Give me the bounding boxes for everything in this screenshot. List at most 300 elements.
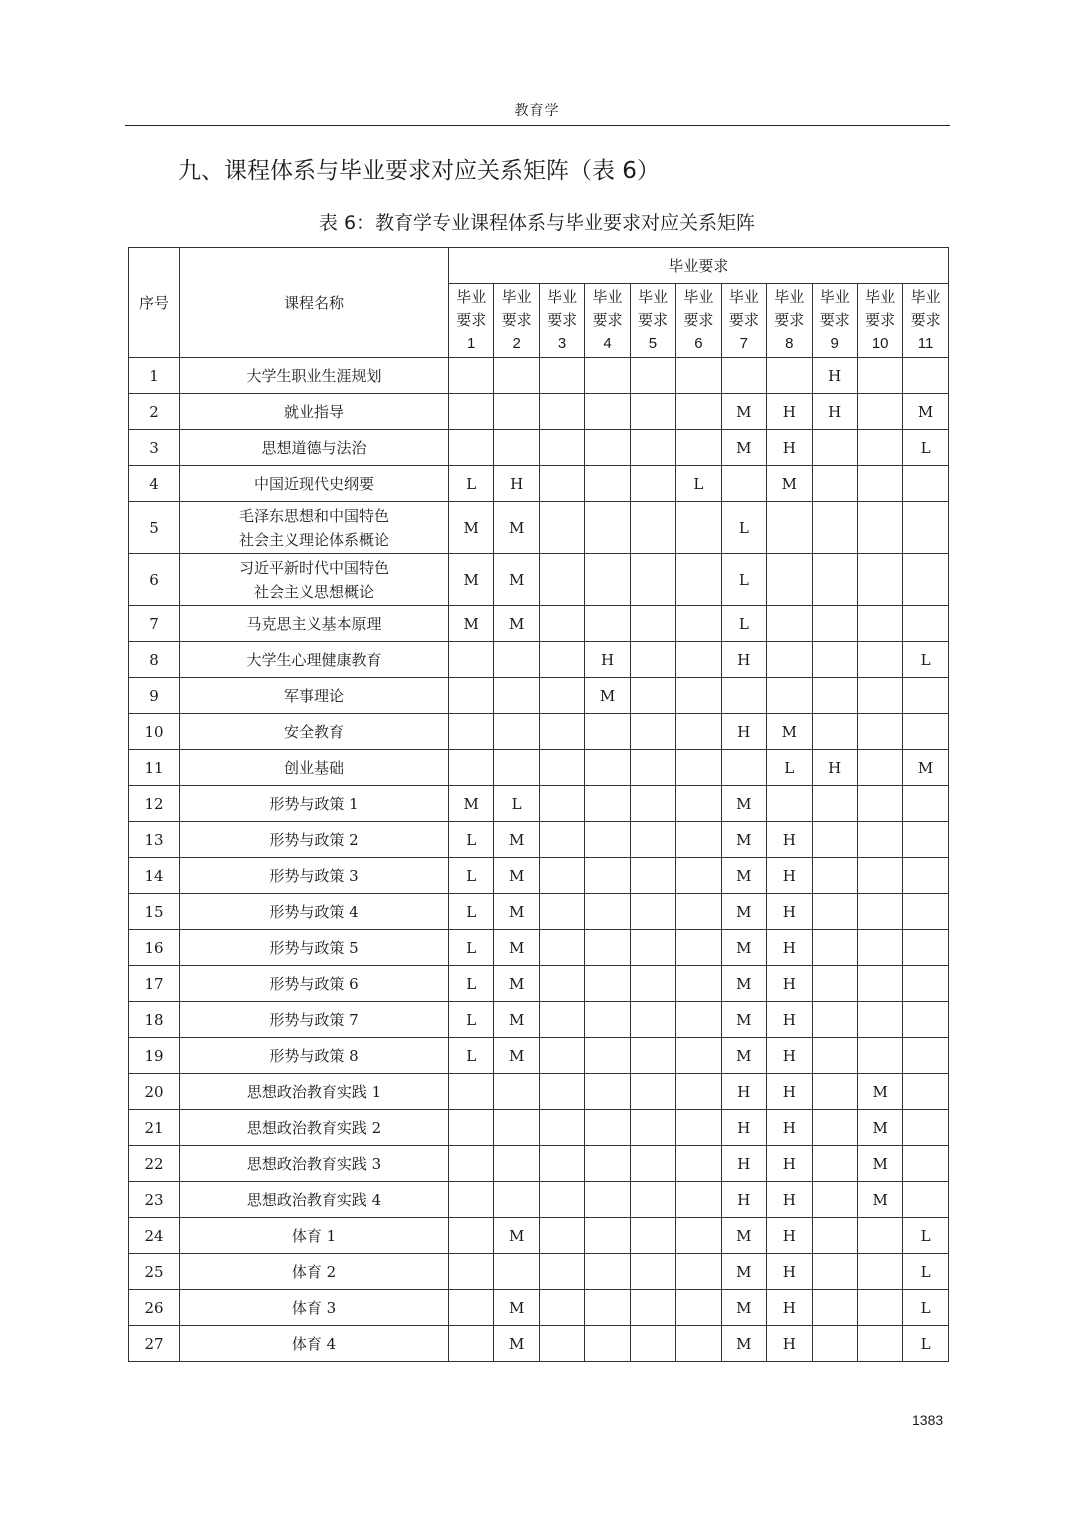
cell-requirement-5 bbox=[630, 1182, 675, 1218]
cell-requirement-7 bbox=[721, 750, 766, 786]
cell-course-name bbox=[180, 930, 449, 966]
cell-requirement-4 bbox=[585, 714, 630, 750]
cell-requirement-5 bbox=[630, 1218, 675, 1254]
cell-requirement-6 bbox=[676, 714, 721, 750]
cell-requirement-10 bbox=[857, 554, 902, 606]
cell-requirement-6 bbox=[676, 786, 721, 822]
cell-requirement-7: M bbox=[721, 858, 766, 894]
cell-requirement-11 bbox=[903, 714, 948, 750]
cell-requirement-7: H bbox=[721, 714, 766, 750]
header-requirement-2 bbox=[494, 284, 539, 358]
cell-requirement-6 bbox=[676, 1002, 721, 1038]
header-req-label-line2: 要求 bbox=[819, 311, 850, 329]
cell-requirement-9: H bbox=[812, 358, 857, 394]
course-name-line: 毛泽东思想和中国特色 bbox=[238, 506, 389, 525]
cell-requirement-4 bbox=[585, 1038, 630, 1074]
table-row bbox=[129, 714, 949, 750]
header-req-label-line1: 毕业 bbox=[865, 288, 896, 306]
table-row bbox=[129, 554, 949, 606]
cell-requirement-11 bbox=[903, 966, 948, 1002]
cell-requirement-9 bbox=[812, 858, 857, 894]
header-req-label-line2: 要求 bbox=[683, 311, 714, 329]
cell-course-name bbox=[180, 1254, 449, 1290]
cell-requirement-10 bbox=[857, 1038, 902, 1074]
cell-requirement-5 bbox=[630, 714, 675, 750]
cell-requirement-5 bbox=[630, 786, 675, 822]
course-name-line: 大学生心理健康教育 bbox=[246, 651, 382, 669]
cell-requirement-7: M bbox=[721, 1038, 766, 1074]
cell-requirement-8: H bbox=[767, 1290, 812, 1326]
table-row bbox=[129, 822, 949, 858]
cell-requirement-3 bbox=[539, 1290, 584, 1326]
cell-requirement-11 bbox=[903, 502, 948, 554]
cell-requirement-3 bbox=[539, 1110, 584, 1146]
table-row bbox=[129, 466, 949, 502]
cell-course-name bbox=[180, 750, 449, 786]
header-requirement-5 bbox=[630, 284, 675, 358]
cell-requirement-1: M bbox=[449, 554, 494, 606]
cell-requirement-3 bbox=[539, 502, 584, 554]
cell-requirement-7: H bbox=[721, 642, 766, 678]
cell-seq-no: 20 bbox=[129, 1074, 180, 1110]
cell-requirement-9 bbox=[812, 502, 857, 554]
cell-requirement-7: L bbox=[721, 606, 766, 642]
cell-course-name bbox=[180, 1290, 449, 1326]
cell-requirement-8: H bbox=[767, 1254, 812, 1290]
cell-requirement-3 bbox=[539, 466, 584, 502]
table-row bbox=[129, 1218, 949, 1254]
cell-requirement-9 bbox=[812, 1290, 857, 1326]
course-name-line: 就业指导 bbox=[283, 403, 344, 421]
cell-requirement-7: M bbox=[721, 966, 766, 1002]
cell-requirement-7: M bbox=[721, 1254, 766, 1290]
cell-requirement-1 bbox=[449, 642, 494, 678]
cell-requirement-3 bbox=[539, 358, 584, 394]
cell-requirement-10 bbox=[857, 1002, 902, 1038]
cell-requirement-8: H bbox=[767, 966, 812, 1002]
cell-requirement-10 bbox=[857, 786, 902, 822]
cell-requirement-8 bbox=[767, 606, 812, 642]
course-name-line: 体育 4 bbox=[291, 1335, 337, 1353]
cell-requirement-11: L bbox=[903, 1218, 948, 1254]
header-req-number: 6 bbox=[694, 335, 703, 352]
cell-requirement-5 bbox=[630, 466, 675, 502]
cell-requirement-8: H bbox=[767, 1146, 812, 1182]
cell-requirement-2: M bbox=[494, 966, 539, 1002]
cell-requirement-4 bbox=[585, 1110, 630, 1146]
table-caption: 表 6：教育学专业课程体系与毕业要求对应关系矩阵 bbox=[318, 212, 756, 234]
cell-requirement-3 bbox=[539, 606, 584, 642]
cell-requirement-8: L bbox=[767, 750, 812, 786]
cell-requirement-11 bbox=[903, 554, 948, 606]
cell-requirement-7: M bbox=[721, 430, 766, 466]
cell-requirement-6 bbox=[676, 1038, 721, 1074]
cell-requirement-3 bbox=[539, 678, 584, 714]
header-course-name: 课程名称 bbox=[180, 248, 449, 358]
cell-requirement-1: M bbox=[449, 786, 494, 822]
cell-seq-no: 25 bbox=[129, 1254, 180, 1290]
cell-seq-no: 18 bbox=[129, 1002, 180, 1038]
cell-requirement-6: L bbox=[676, 466, 721, 502]
course-name-line: 形势与政策 4 bbox=[269, 903, 359, 921]
cell-requirement-6 bbox=[676, 358, 721, 394]
header-req-label-line2: 要求 bbox=[456, 311, 487, 329]
cell-requirement-11 bbox=[903, 606, 948, 642]
cell-requirement-4 bbox=[585, 894, 630, 930]
cell-course-name bbox=[180, 894, 449, 930]
cell-requirement-2 bbox=[494, 358, 539, 394]
header-req-label-line1: 毕业 bbox=[910, 288, 941, 306]
cell-requirement-4 bbox=[585, 858, 630, 894]
cell-requirement-1: L bbox=[449, 894, 494, 930]
cell-requirement-9 bbox=[812, 554, 857, 606]
cell-seq-no: 12 bbox=[129, 786, 180, 822]
cell-requirement-1 bbox=[449, 750, 494, 786]
cell-requirement-3 bbox=[539, 786, 584, 822]
header-graduation-requirements: 毕业要求 bbox=[449, 248, 949, 284]
cell-requirement-2: M bbox=[494, 894, 539, 930]
cell-requirement-9 bbox=[812, 606, 857, 642]
cell-requirement-9 bbox=[812, 1074, 857, 1110]
cell-requirement-6 bbox=[676, 930, 721, 966]
cell-requirement-6 bbox=[676, 502, 721, 554]
cell-course-name bbox=[180, 466, 449, 502]
cell-requirement-9 bbox=[812, 894, 857, 930]
table-row bbox=[129, 358, 949, 394]
cell-requirement-7: M bbox=[721, 822, 766, 858]
cell-requirement-5 bbox=[630, 1326, 675, 1362]
course-name-line: 体育 1 bbox=[291, 1227, 337, 1245]
cell-requirement-10 bbox=[857, 1218, 902, 1254]
cell-requirement-4 bbox=[585, 1182, 630, 1218]
cell-course-name bbox=[180, 1146, 449, 1182]
cell-seq-no: 19 bbox=[129, 1038, 180, 1074]
section-title: 九、课程体系与毕业要求对应关系矩阵（表 6） bbox=[178, 158, 660, 184]
header-req-label-line1: 毕业 bbox=[728, 288, 759, 306]
header-req-number: 5 bbox=[648, 335, 658, 352]
cell-requirement-3 bbox=[539, 714, 584, 750]
page-number: 1383 bbox=[912, 1412, 944, 1428]
cell-requirement-7: H bbox=[721, 1182, 766, 1218]
cell-requirement-11 bbox=[903, 894, 948, 930]
cell-requirement-4 bbox=[585, 1146, 630, 1182]
header-req-label-line1: 毕业 bbox=[592, 288, 623, 306]
cell-requirement-6 bbox=[676, 394, 721, 430]
cell-requirement-10 bbox=[857, 606, 902, 642]
cell-requirement-11 bbox=[903, 466, 948, 502]
cell-course-name bbox=[180, 1182, 449, 1218]
cell-course-name bbox=[180, 502, 449, 554]
cell-requirement-6 bbox=[676, 606, 721, 642]
cell-requirement-3 bbox=[539, 642, 584, 678]
cell-requirement-6 bbox=[676, 554, 721, 606]
course-name-line: 形势与政策 1 bbox=[269, 795, 359, 813]
header-req-label-line2: 要求 bbox=[865, 311, 896, 329]
cell-requirement-2 bbox=[494, 430, 539, 466]
cell-requirement-5 bbox=[630, 394, 675, 430]
cell-requirement-5 bbox=[630, 678, 675, 714]
cell-requirement-10: M bbox=[857, 1146, 902, 1182]
header-req-label-line2: 要求 bbox=[547, 311, 578, 329]
header-requirement-3 bbox=[539, 284, 584, 358]
cell-requirement-6 bbox=[676, 642, 721, 678]
matrix-body bbox=[129, 358, 949, 1362]
cell-requirement-8 bbox=[767, 502, 812, 554]
cell-course-name bbox=[180, 822, 449, 858]
table-row bbox=[129, 1182, 949, 1218]
cell-requirement-8: H bbox=[767, 1182, 812, 1218]
header-req-label-line1: 毕业 bbox=[456, 288, 487, 306]
cell-requirement-6 bbox=[676, 858, 721, 894]
cell-requirement-5 bbox=[630, 502, 675, 554]
cell-requirement-3 bbox=[539, 394, 584, 430]
cell-requirement-2: M bbox=[494, 1290, 539, 1326]
cell-requirement-11 bbox=[903, 1146, 948, 1182]
cell-seq-no: 7 bbox=[129, 606, 180, 642]
cell-requirement-7: M bbox=[721, 930, 766, 966]
cell-course-name bbox=[180, 678, 449, 714]
table-row bbox=[129, 1254, 949, 1290]
cell-requirement-3 bbox=[539, 1038, 584, 1074]
table-row bbox=[129, 502, 949, 554]
header-requirement-4 bbox=[585, 284, 630, 358]
cell-requirement-1: L bbox=[449, 966, 494, 1002]
cell-requirement-2: M bbox=[494, 858, 539, 894]
cell-requirement-2 bbox=[494, 678, 539, 714]
header-req-label-line1: 毕业 bbox=[547, 288, 578, 306]
header-rule bbox=[125, 125, 950, 126]
cell-requirement-6 bbox=[676, 1254, 721, 1290]
table-row bbox=[129, 858, 949, 894]
cell-course-name bbox=[180, 1002, 449, 1038]
cell-requirement-11 bbox=[903, 1182, 948, 1218]
cell-requirement-8: H bbox=[767, 822, 812, 858]
cell-requirement-11 bbox=[903, 786, 948, 822]
course-name-line: 习近平新时代中国特色 bbox=[238, 558, 389, 577]
cell-requirement-8: M bbox=[767, 466, 812, 502]
cell-requirement-10 bbox=[857, 502, 902, 554]
cell-requirement-7: M bbox=[721, 1218, 766, 1254]
cell-course-name bbox=[180, 430, 449, 466]
cell-requirement-9 bbox=[812, 678, 857, 714]
cell-requirement-9 bbox=[812, 1146, 857, 1182]
cell-requirement-6 bbox=[676, 894, 721, 930]
cell-requirement-6 bbox=[676, 1218, 721, 1254]
cell-seq-no: 22 bbox=[129, 1146, 180, 1182]
cell-seq-no: 14 bbox=[129, 858, 180, 894]
cell-requirement-10 bbox=[857, 678, 902, 714]
cell-requirement-4 bbox=[585, 750, 630, 786]
cell-seq-no: 4 bbox=[129, 466, 180, 502]
cell-requirement-7: M bbox=[721, 786, 766, 822]
cell-requirement-9 bbox=[812, 1218, 857, 1254]
cell-requirement-7: M bbox=[721, 394, 766, 430]
header-requirement-10 bbox=[857, 284, 902, 358]
header-requirement-11 bbox=[903, 284, 948, 358]
cell-requirement-3 bbox=[539, 430, 584, 466]
cell-requirement-10 bbox=[857, 642, 902, 678]
course-name-line: 形势与政策 7 bbox=[269, 1011, 359, 1029]
cell-requirement-5 bbox=[630, 1074, 675, 1110]
cell-requirement-1 bbox=[449, 1326, 494, 1362]
cell-requirement-2 bbox=[494, 1182, 539, 1218]
cell-requirement-7: L bbox=[721, 502, 766, 554]
cell-course-name bbox=[180, 966, 449, 1002]
cell-seq-no: 27 bbox=[129, 1326, 180, 1362]
cell-requirement-8: H bbox=[767, 1038, 812, 1074]
cell-requirement-4 bbox=[585, 1074, 630, 1110]
header-req-label-line1: 毕业 bbox=[819, 288, 850, 306]
cell-course-name bbox=[180, 714, 449, 750]
cell-requirement-10 bbox=[857, 858, 902, 894]
course-name-line: 形势与政策 8 bbox=[269, 1047, 359, 1065]
course-name-line: 形势与政策 5 bbox=[269, 939, 359, 957]
cell-requirement-5 bbox=[630, 858, 675, 894]
cell-requirement-5 bbox=[630, 430, 675, 466]
cell-requirement-8 bbox=[767, 642, 812, 678]
course-name-line: 马克思主义基本原理 bbox=[246, 615, 382, 633]
cell-requirement-2: M bbox=[494, 1218, 539, 1254]
table-row bbox=[129, 1326, 949, 1362]
cell-course-name bbox=[180, 858, 449, 894]
cell-requirement-1 bbox=[449, 394, 494, 430]
cell-requirement-3 bbox=[539, 1182, 584, 1218]
cell-requirement-9 bbox=[812, 466, 857, 502]
header-req-number: 8 bbox=[785, 335, 794, 352]
cell-requirement-2 bbox=[494, 642, 539, 678]
course-name-line: 思想政治教育实践 2 bbox=[246, 1119, 382, 1137]
cell-requirement-4 bbox=[585, 502, 630, 554]
cell-requirement-11 bbox=[903, 1110, 948, 1146]
cell-requirement-11: M bbox=[903, 394, 948, 430]
cell-requirement-6 bbox=[676, 430, 721, 466]
cell-requirement-10 bbox=[857, 358, 902, 394]
course-name-line: 形势与政策 6 bbox=[269, 975, 359, 993]
cell-seq-no: 15 bbox=[129, 894, 180, 930]
cell-requirement-4 bbox=[585, 606, 630, 642]
cell-requirement-4 bbox=[585, 1218, 630, 1254]
table-row bbox=[129, 786, 949, 822]
header-req-number: 2 bbox=[512, 335, 521, 352]
cell-requirement-6 bbox=[676, 822, 721, 858]
cell-requirement-7: H bbox=[721, 1074, 766, 1110]
cell-requirement-2: M bbox=[494, 502, 539, 554]
header-req-label-line2: 要求 bbox=[501, 311, 532, 329]
cell-requirement-8 bbox=[767, 358, 812, 394]
cell-requirement-8: H bbox=[767, 1110, 812, 1146]
cell-requirement-2 bbox=[494, 1254, 539, 1290]
cell-requirement-5 bbox=[630, 554, 675, 606]
cell-requirement-9 bbox=[812, 930, 857, 966]
cell-requirement-4 bbox=[585, 394, 630, 430]
header-req-number: 7 bbox=[739, 335, 749, 352]
cell-requirement-9 bbox=[812, 642, 857, 678]
cell-requirement-1 bbox=[449, 1074, 494, 1110]
cell-requirement-6 bbox=[676, 966, 721, 1002]
course-name-line: 形势与政策 3 bbox=[269, 867, 359, 885]
cell-requirement-8: H bbox=[767, 394, 812, 430]
cell-requirement-10 bbox=[857, 1254, 902, 1290]
header-req-label-line1: 毕业 bbox=[501, 288, 532, 306]
cell-requirement-2: M bbox=[494, 554, 539, 606]
cell-requirement-9 bbox=[812, 1182, 857, 1218]
cell-requirement-11 bbox=[903, 1074, 948, 1110]
running-header: 教育学 bbox=[514, 103, 560, 119]
cell-seq-no: 23 bbox=[129, 1182, 180, 1218]
cell-requirement-4 bbox=[585, 1326, 630, 1362]
requirements-matrix-table bbox=[128, 247, 949, 1362]
cell-requirement-11 bbox=[903, 930, 948, 966]
cell-requirement-11 bbox=[903, 678, 948, 714]
cell-requirement-2 bbox=[494, 714, 539, 750]
cell-seq-no: 3 bbox=[129, 430, 180, 466]
cell-requirement-8: H bbox=[767, 1218, 812, 1254]
cell-requirement-11: L bbox=[903, 1254, 948, 1290]
cell-requirement-2 bbox=[494, 1074, 539, 1110]
course-name-line: 体育 3 bbox=[291, 1299, 337, 1317]
cell-course-name bbox=[180, 1110, 449, 1146]
cell-requirement-11: L bbox=[903, 430, 948, 466]
table-row bbox=[129, 606, 949, 642]
cell-requirement-9: H bbox=[812, 750, 857, 786]
cell-requirement-10 bbox=[857, 822, 902, 858]
cell-requirement-11: L bbox=[903, 642, 948, 678]
cell-requirement-10 bbox=[857, 1326, 902, 1362]
cell-requirement-9 bbox=[812, 1002, 857, 1038]
cell-requirement-5 bbox=[630, 358, 675, 394]
cell-requirement-7: M bbox=[721, 894, 766, 930]
cell-requirement-8 bbox=[767, 786, 812, 822]
course-name-line: 军事理论 bbox=[283, 687, 344, 705]
cell-requirement-3 bbox=[539, 822, 584, 858]
cell-course-name bbox=[180, 1326, 449, 1362]
cell-requirement-5 bbox=[630, 1254, 675, 1290]
header-req-number: 11 bbox=[917, 335, 934, 352]
cell-requirement-2: M bbox=[494, 1002, 539, 1038]
cell-requirement-4 bbox=[585, 966, 630, 1002]
cell-requirement-1 bbox=[449, 1254, 494, 1290]
cell-requirement-9 bbox=[812, 822, 857, 858]
cell-requirement-10 bbox=[857, 750, 902, 786]
header-req-number: 3 bbox=[557, 335, 567, 352]
cell-requirement-3 bbox=[539, 894, 584, 930]
cell-requirement-3 bbox=[539, 750, 584, 786]
cell-requirement-4: H bbox=[585, 642, 630, 678]
cell-requirement-11: L bbox=[903, 1290, 948, 1326]
course-name-line: 形势与政策 2 bbox=[269, 831, 359, 849]
header-requirement-8 bbox=[767, 284, 812, 358]
cell-requirement-6 bbox=[676, 750, 721, 786]
cell-requirement-10 bbox=[857, 930, 902, 966]
cell-requirement-10 bbox=[857, 966, 902, 1002]
cell-seq-no: 1 bbox=[129, 358, 180, 394]
course-name-line: 思想政治教育实践 1 bbox=[246, 1083, 382, 1101]
cell-requirement-11 bbox=[903, 1038, 948, 1074]
cell-requirement-8: M bbox=[767, 714, 812, 750]
cell-requirement-10: M bbox=[857, 1074, 902, 1110]
cell-requirement-9 bbox=[812, 1110, 857, 1146]
cell-seq-no: 26 bbox=[129, 1290, 180, 1326]
header-req-number: 4 bbox=[603, 335, 612, 352]
cell-course-name bbox=[180, 642, 449, 678]
cell-requirement-8: H bbox=[767, 1002, 812, 1038]
cell-requirement-11 bbox=[903, 1002, 948, 1038]
cell-requirement-9 bbox=[812, 714, 857, 750]
header-req-label-line2: 要求 bbox=[728, 311, 759, 329]
cell-requirement-8: H bbox=[767, 430, 812, 466]
cell-requirement-7 bbox=[721, 466, 766, 502]
cell-requirement-3 bbox=[539, 1002, 584, 1038]
